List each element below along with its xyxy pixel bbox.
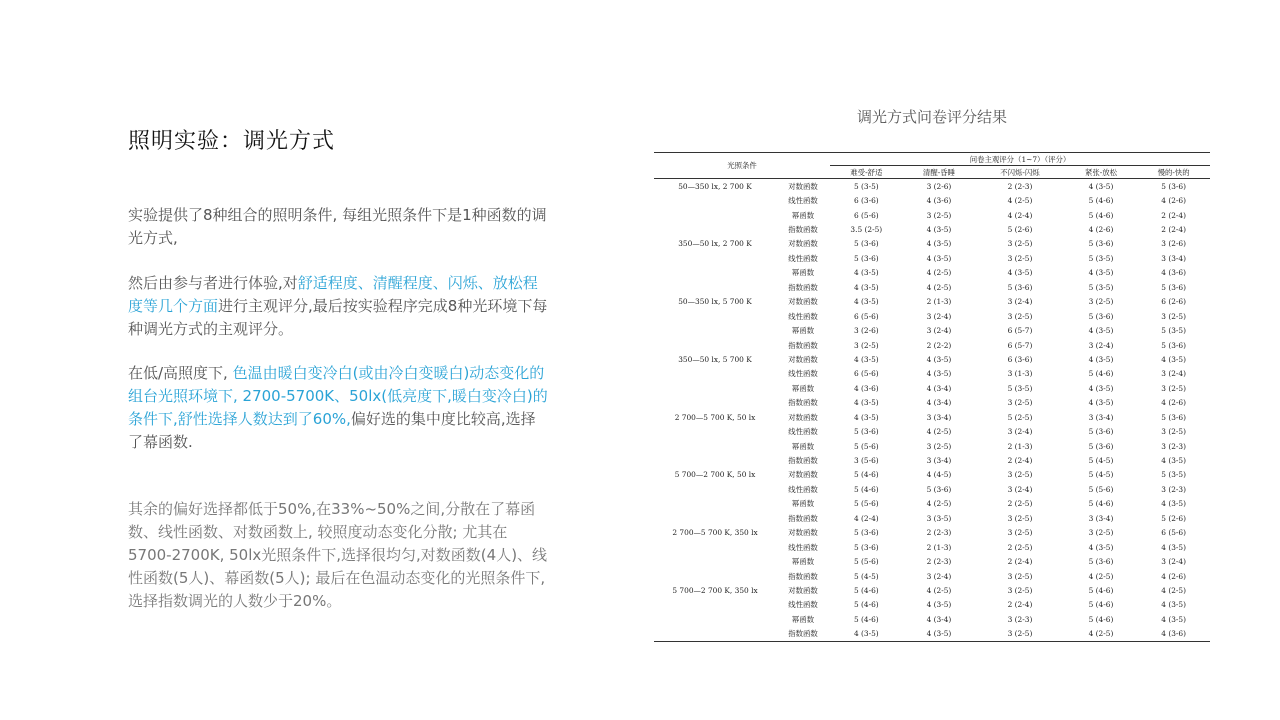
condition-cell [654, 222, 776, 236]
score-cell: 5 (3-5) [853, 181, 879, 191]
score-cell: 4 (3-5) [926, 239, 952, 249]
score-cell: 4 (3-6) [926, 196, 952, 206]
paragraph-procedure [128, 272, 548, 341]
score-cell: 5 (4-6) [1088, 369, 1114, 379]
score-cell: 5 (5-6) [853, 499, 879, 509]
score-cell: 4 (3-5) [1007, 268, 1033, 278]
score-cell: 3 (2-3) [1007, 614, 1033, 624]
table-row [654, 453, 1210, 467]
condition-cell [654, 627, 776, 642]
score-cell: 3 (2-6) [1161, 239, 1187, 249]
function-cell: 指数函数 [788, 225, 818, 235]
score-cell: 4 (3-5) [1161, 354, 1187, 364]
score-cell: 4 (2-6) [1161, 196, 1187, 206]
score-cell: 4 (3-5) [926, 600, 952, 610]
condition-cell [654, 208, 776, 222]
header-condition: 光照条件 [654, 153, 830, 179]
table-row [654, 410, 1210, 424]
score-cell: 3 (2-5) [1088, 297, 1114, 307]
score-cell: 4 (2-5) [1088, 571, 1114, 581]
function-cell: 指数函数 [788, 282, 818, 292]
score-cell: 3 (2-4) [926, 326, 952, 336]
score-cell: 3 (2-5) [853, 340, 879, 350]
score-cell: 3 (2-5) [1161, 383, 1187, 393]
table-row [654, 381, 1210, 395]
score-cell: 4 (2-5) [1161, 585, 1187, 595]
condition-cell: 350—50 lx, 2 700 K [678, 239, 752, 249]
score-cell: 5 (5-6) [853, 441, 879, 451]
score-cell: 4 (3-5) [1088, 398, 1114, 408]
score-cell: 4 (2-5) [926, 585, 952, 595]
condition-cell [654, 251, 776, 265]
score-cell: 3 (2-5) [1007, 571, 1033, 581]
score-cell: 5 (3-6) [1161, 181, 1187, 191]
score-cell: 3 (2-5) [926, 210, 952, 220]
score-cell: 3 (2-5) [926, 441, 952, 451]
score-cell: 4 (3-5) [1088, 326, 1114, 336]
score-cell: 3 (2-5) [1161, 427, 1187, 437]
function-cell: 幂函数 [791, 614, 815, 624]
paragraph-procedure-text-c: 进行主观评分,最后按实验程序完成8种光环境下每种调光方式的主观评分。 [128, 297, 548, 338]
condition-cell [654, 396, 776, 410]
score-cell: 2 (2-4) [1007, 456, 1033, 466]
score-cell: 4 (2-5) [926, 282, 952, 292]
table-row [654, 482, 1210, 496]
score-cell: 4 (3-4) [926, 383, 952, 393]
score-cell: 3 (2-5) [1007, 470, 1033, 480]
function-cell: 幂函数 [791, 499, 815, 509]
score-cell: 5 (3-6) [1088, 557, 1114, 567]
table-row [654, 396, 1210, 410]
condition-cell [654, 439, 776, 453]
table-row [654, 208, 1210, 222]
paragraph-finding-text-c: 偏好选的集中度比较高,选择了幕函数. [128, 410, 536, 451]
condition-cell [654, 338, 776, 352]
table-row [654, 468, 1210, 482]
score-cell: 5 (3-6) [853, 253, 879, 263]
condition-cell [654, 323, 776, 337]
score-cell: 3 (1-3) [1007, 369, 1033, 379]
table-row [654, 569, 1210, 583]
table-row [654, 323, 1210, 337]
condition-cell [654, 511, 776, 525]
table-row [654, 439, 1210, 453]
function-cell: 线性函数 [788, 369, 818, 379]
score-cell: 2 (1-3) [926, 297, 952, 307]
condition-cell: 5 700—2 700 K, 350 lx [672, 585, 758, 595]
score-cell: 6 (5-7) [1007, 326, 1033, 336]
paragraph-finding [128, 362, 548, 454]
score-cell: 5 (4-6) [853, 470, 879, 480]
score-cell: 2 (1-3) [926, 542, 952, 552]
score-cell: 3.5 (2-5) [850, 225, 883, 235]
condition-cell [654, 453, 776, 467]
table-row [654, 367, 1210, 381]
score-cell: 4 (3-6) [853, 383, 879, 393]
function-cell: 幂函数 [791, 383, 815, 393]
condition-cell: 5 700—2 700 K, 50 lx [674, 470, 756, 480]
score-cell: 4 (3-6) [1161, 268, 1187, 278]
function-cell: 指数函数 [788, 340, 818, 350]
score-cell: 4 (2-5) [926, 499, 952, 509]
column-header: 清醒-昏睡 [903, 166, 976, 179]
function-cell: 对数函数 [788, 239, 818, 249]
function-cell: 线性函数 [788, 311, 818, 321]
condition-cell [654, 540, 776, 554]
function-cell: 对数函数 [788, 470, 818, 480]
score-cell: 3 (2-4) [1007, 484, 1033, 494]
table-row [654, 612, 1210, 626]
score-cell: 4 (3-5) [1161, 542, 1187, 552]
table-row [654, 295, 1210, 309]
condition-cell: 50—350 lx, 2 700 K [678, 181, 752, 191]
score-cell: 4 (3-5) [926, 354, 952, 364]
score-cell: 5 (3-6) [1088, 239, 1114, 249]
score-cell: 5 (4-6) [853, 585, 879, 595]
condition-cell: 2 700—5 700 K, 50 lx [674, 412, 756, 422]
score-cell: 2 (2-3) [926, 557, 952, 567]
score-cell: 4 (3-5) [853, 297, 879, 307]
score-cell: 4 (3-5) [926, 369, 952, 379]
score-cell: 6 (5-6) [853, 210, 879, 220]
function-cell: 对数函数 [788, 181, 818, 191]
table-row [654, 511, 1210, 525]
table-body [654, 179, 1210, 642]
score-cell: 5 (4-6) [1088, 196, 1114, 206]
score-cell: 4 (3-5) [1088, 383, 1114, 393]
condition-cell [654, 569, 776, 583]
score-cell: 4 (3-5) [853, 282, 879, 292]
function-cell: 幂函数 [791, 268, 815, 278]
score-cell: 5 (4-6) [853, 600, 879, 610]
table-row [654, 222, 1210, 236]
score-cell: 3 (2-5) [1007, 398, 1033, 408]
paragraph-procedure-text-a: 然后由参与者进行体验,对 [128, 274, 298, 292]
score-cell: 3 (2-5) [1007, 311, 1033, 321]
score-cell: 4 (3-6) [1137, 627, 1210, 642]
function-cell: 线性函数 [788, 600, 818, 610]
table-row [654, 627, 1210, 642]
score-cell: 5 (4-6) [853, 484, 879, 494]
score-cell: 4 (3-5) [830, 627, 903, 642]
function-cell: 对数函数 [788, 528, 818, 538]
score-cell: 3 (2-4) [1161, 369, 1187, 379]
score-cell: 6 (2-6) [1161, 297, 1187, 307]
paragraph-finding-highlight: 色温由暖白变冷白(或由冷白变暖白)动态变化的组台光照环境下, 2700-5700K、50lx(低亮度下,暖白变冷白)的条件下,舒性选择人数达到了60%, [128, 364, 548, 428]
function-cell: 指数函数 [788, 456, 818, 466]
score-cell: 4 (3-5) [926, 253, 952, 263]
score-cell: 3 (3-4) [926, 456, 952, 466]
score-cell: 4 (2-5) [926, 268, 952, 278]
function-cell: 对数函数 [788, 585, 818, 595]
score-cell: 2 (2-3) [1007, 181, 1033, 191]
score-cell: 5 (3-6) [926, 484, 952, 494]
score-cell: 4 (3-5) [1088, 181, 1114, 191]
function-cell: 幂函数 [791, 441, 815, 451]
score-cell: 5 (2-5) [1007, 412, 1033, 422]
score-cell: 6 (5-6) [853, 369, 879, 379]
score-cell: 5 (3-5) [1088, 282, 1114, 292]
score-cell: 5 (4-6) [1088, 499, 1114, 509]
condition-cell [654, 612, 776, 626]
score-cell: 3 (3-4) [1161, 253, 1187, 263]
score-cell: 5 (3-6) [1161, 282, 1187, 292]
score-cell: 3 (2-4) [1007, 297, 1033, 307]
condition-cell [654, 266, 776, 280]
function-cell: 线性函数 [788, 484, 818, 494]
score-cell: 4 (3-5) [853, 412, 879, 422]
score-cell: 4 (2-6) [1088, 225, 1114, 235]
score-cell: 4 (2-5) [1007, 196, 1033, 206]
score-cell: 4 (3-5) [853, 268, 879, 278]
table-row [654, 251, 1210, 265]
condition-cell [654, 482, 776, 496]
score-cell: 4 (2-5) [926, 427, 952, 437]
score-cell: 4 (3-5) [903, 627, 976, 642]
score-cell: 2 (2-4) [1007, 600, 1033, 610]
function-cell: 指数函数 [776, 627, 830, 642]
column-header: 紧张-放松 [1065, 166, 1138, 179]
score-cell: 3 (2-6) [853, 326, 879, 336]
table-row [654, 338, 1210, 352]
score-cell: 4 (3-5) [1161, 456, 1187, 466]
score-cell: 4 (3-5) [1161, 600, 1187, 610]
table-row [654, 193, 1210, 207]
condition-cell [654, 381, 776, 395]
score-cell: 5 (5-6) [1088, 484, 1114, 494]
score-cell: 5 (2-6) [1161, 513, 1187, 523]
score-cell: 5 (3-6) [853, 427, 879, 437]
function-cell: 对数函数 [788, 297, 818, 307]
score-cell: 5 (4-5) [853, 571, 879, 581]
condition-cell [654, 424, 776, 438]
score-cell: 2 (2-2) [926, 340, 952, 350]
score-cell: 5 (5-6) [853, 557, 879, 567]
score-cell: 3 (2-5) [1007, 253, 1033, 263]
score-cell: 4 (3-5) [1088, 268, 1114, 278]
function-cell: 幂函数 [791, 210, 815, 220]
score-cell: 5 (3-6) [1007, 282, 1033, 292]
score-cell: 5 (3-6) [853, 528, 879, 538]
score-cell: 3 (2-4) [1007, 427, 1033, 437]
score-cell: 2 (1-3) [1007, 441, 1033, 451]
score-cell: 4 (3-5) [853, 354, 879, 364]
score-cell: 4 (3-5) [1088, 354, 1114, 364]
score-cell: 5 (3-6) [1161, 340, 1187, 350]
score-cell: 4 (3-5) [853, 398, 879, 408]
score-cell: 5 (3-5) [1161, 470, 1187, 480]
score-cell: 4 (2-4) [1007, 210, 1033, 220]
score-cell: 4 (3-4) [926, 614, 952, 624]
score-cell: 3 (2-5) [1007, 239, 1033, 249]
score-cell: 4 (3-4) [926, 398, 952, 408]
function-cell: 对数函数 [788, 354, 818, 364]
score-cell: 5 (4-6) [1088, 585, 1114, 595]
table-row [654, 309, 1210, 323]
condition-cell [654, 497, 776, 511]
table-row [654, 526, 1210, 540]
function-cell: 线性函数 [788, 427, 818, 437]
score-cell: 3 (2-4) [1161, 557, 1187, 567]
score-cell: 3 (2-4) [926, 311, 952, 321]
score-cell: 3 (2-3) [1161, 441, 1187, 451]
function-cell: 线性函数 [788, 196, 818, 206]
score-cell: 4 (2-4) [853, 513, 879, 523]
score-cell: 2 (2-5) [1007, 542, 1033, 552]
table-row [654, 237, 1210, 251]
score-cell: 4 (4-5) [926, 470, 952, 480]
score-cell: 3 (2-5) [1007, 528, 1033, 538]
score-cell: 4 (3-5) [926, 225, 952, 235]
score-cell: 4 (3-5) [1161, 499, 1187, 509]
condition-cell [654, 193, 776, 207]
score-cell: 6 (3-6) [1007, 354, 1033, 364]
score-cell: 3 (5-6) [853, 456, 879, 466]
score-cell: 4 (2-6) [1161, 571, 1187, 581]
score-cell: 5 (3-6) [853, 239, 879, 249]
score-cell: 5 (3-6) [1088, 427, 1114, 437]
score-cell: 2 (2-4) [1007, 557, 1033, 567]
score-cell: 4 (3-5) [1088, 542, 1114, 552]
condition-cell [654, 367, 776, 381]
score-cell: 5 (4-6) [1088, 210, 1114, 220]
results-table [654, 152, 1210, 642]
column-header: 慢的-快的 [1137, 166, 1210, 179]
function-cell: 幂函数 [791, 326, 815, 336]
score-cell: 6 (5-6) [853, 311, 879, 321]
score-cell: 2 (2-4) [1161, 210, 1187, 220]
score-cell: 3 (3-4) [1088, 513, 1114, 523]
score-cell: 5 (3-5) [1007, 383, 1033, 393]
table-row [654, 280, 1210, 294]
function-cell: 指数函数 [788, 571, 818, 581]
table-row [654, 497, 1210, 511]
score-cell: 5 (4-6) [1088, 600, 1114, 610]
table-row [654, 598, 1210, 612]
paragraph-procedure-highlight: 舒适程度、清醒程度、闪烁、放松程度等几个方面 [128, 274, 538, 315]
score-cell: 5 (3-6) [1088, 311, 1114, 321]
score-cell: 3 (3-4) [1088, 412, 1114, 422]
function-cell: 指数函数 [788, 398, 818, 408]
score-cell: 6 (3-6) [853, 196, 879, 206]
table-row [654, 424, 1210, 438]
table-row [654, 266, 1210, 280]
table-caption: 调光方式问卷评分结果 [856, 108, 1007, 126]
condition-cell: 2 700—5 700 K, 350 lx [672, 528, 758, 538]
header-score-group: 问卷主观评分（1~7）（评分） [830, 153, 1210, 166]
score-cell: 5 (2-6) [1007, 225, 1033, 235]
function-cell: 对数函数 [788, 412, 818, 422]
score-cell: 3 (3-4) [926, 412, 952, 422]
score-cell: 3 (2-5) [975, 627, 1064, 642]
paragraph-intro: 实验提供了8种组合的照明条件, 每组光照条件下是1种函数的调光方式, [128, 206, 547, 247]
score-cell: 3 (2-6) [926, 181, 952, 191]
slide-title: 照明实验：调光方式 [128, 129, 336, 154]
score-cell: 6 (5-7) [1007, 340, 1033, 350]
score-cell: 4 (3-5) [1161, 614, 1187, 624]
table-row [654, 179, 1210, 194]
condition-cell [654, 554, 776, 568]
score-cell: 5 (3-6) [1088, 441, 1114, 451]
function-cell: 线性函数 [788, 542, 818, 552]
score-cell: 5 (4-6) [1088, 614, 1114, 624]
score-cell: 3 (2-5) [1007, 513, 1033, 523]
score-cell: 3 (3-5) [926, 513, 952, 523]
function-cell: 幂函数 [791, 557, 815, 567]
function-cell: 线性函数 [788, 253, 818, 263]
score-cell: 5 (3-5) [1161, 326, 1187, 336]
score-cell: 4 (2-5) [1065, 627, 1138, 642]
table-row [654, 554, 1210, 568]
column-header: 不闪烁-闪烁 [975, 166, 1064, 179]
condition-cell: 50—350 lx, 5 700 K [678, 297, 752, 307]
table-row [654, 540, 1210, 554]
score-cell: 5 (4-5) [1088, 470, 1114, 480]
score-cell: 2 (2-4) [1161, 225, 1187, 235]
score-cell: 5 (3-6) [853, 542, 879, 552]
condition-cell: 350—50 lx, 5 700 K [678, 354, 752, 364]
score-cell: 3 (2-4) [1088, 340, 1114, 350]
table-row [654, 583, 1210, 597]
score-cell: 5 (4-5) [1088, 456, 1114, 466]
score-cell: 5 (4-6) [853, 614, 879, 624]
column-header: 难受-舒适 [830, 166, 903, 179]
table-row [654, 352, 1210, 366]
score-cell: 3 (2-5) [1007, 585, 1033, 595]
score-cell: 3 (2-4) [926, 571, 952, 581]
condition-cell [654, 309, 776, 323]
score-cell: 2 (2-3) [926, 528, 952, 538]
score-cell: 3 (2-5) [1088, 528, 1114, 538]
condition-cell [654, 598, 776, 612]
score-cell: 3 (2-3) [1161, 484, 1187, 494]
score-cell: 5 (3-6) [1161, 412, 1187, 422]
score-cell: 3 (2-5) [1161, 311, 1187, 321]
function-cell: 指数函数 [788, 513, 818, 523]
results-table-wrapper [654, 152, 1210, 642]
score-cell: 2 (2-5) [1007, 499, 1033, 509]
score-cell: 6 (5-6) [1161, 528, 1187, 538]
condition-cell [654, 280, 776, 294]
paragraph-others: 其余的偏好选择都低于50%,在33%~50%之间,分散在了幕函数、线性函数、对数函数上, 较照度动态变化分散; 尤其在5700-2700K, 50lx光照条件下,选择很均匀,对数函数(4人)、线性函数(5人)、幕函数(5人); 最后在色温动态变化的光照条件下, 选择指数调光的人数少于20%。 [128, 500, 548, 610]
paragraph-finding-text-a: 在低/高照度下, [128, 364, 233, 382]
score-cell: 5 (3-5) [1088, 253, 1114, 263]
score-cell: 4 (2-6) [1161, 398, 1187, 408]
